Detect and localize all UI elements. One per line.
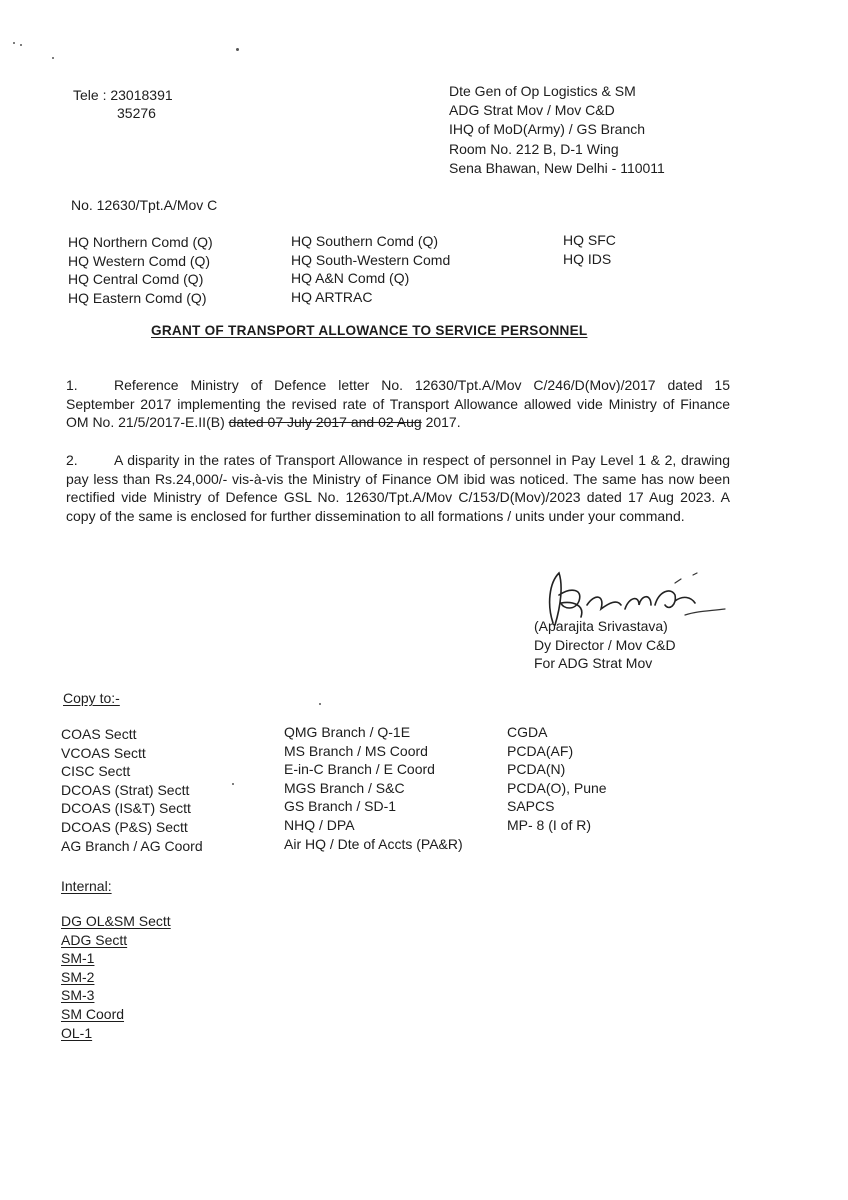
copy-recipient: NHQ / DPA: [284, 816, 355, 833]
copy-to-col-1: [61, 725, 203, 855]
signatory-for-line: For ADG Strat Mov: [534, 655, 653, 672]
paragraph-2: [66, 451, 730, 525]
signatory-designation: Dy Director / Mov C&D: [534, 636, 676, 653]
internal-recipient: SM Coord: [61, 1005, 125, 1022]
addressee: HQ Southern Comd (Q): [291, 233, 439, 249]
internal-recipient: SM-1: [61, 950, 95, 967]
copy-recipient: GS Branch / SD-1: [284, 798, 397, 815]
copy-recipient: MS Branch / MS Coord: [284, 742, 428, 759]
copy-recipient: MGS Branch / S&C: [284, 779, 405, 796]
address-line: Dte Gen of Op Logistics & SM: [449, 83, 636, 99]
scan-speck: [20, 44, 22, 46]
address-line: Room No. 212 B, D-1 Wing: [449, 140, 619, 157]
struck-text: dated 07 July 2017 and 02 Aug: [228, 414, 422, 431]
copy-recipient: SAPCS: [507, 798, 555, 815]
copy-recipient: COAS Sectt: [61, 726, 137, 742]
addressee: HQ Western Comd (Q): [68, 252, 211, 269]
addressee: HQ Central Comd (Q): [68, 271, 204, 288]
addressees-col-3: [563, 231, 616, 268]
internal-recipient: OL-1: [61, 1024, 93, 1041]
copy-to-col-3: [507, 723, 607, 835]
internal-list: [61, 912, 171, 1042]
addressee: HQ SFC: [563, 232, 616, 248]
signatory-name: (Aparajita Srivastava): [534, 618, 668, 634]
addressee: HQ Eastern Comd (Q): [68, 289, 207, 306]
paragraph-number: 1.: [66, 377, 78, 393]
copy-recipient: CISC Sectt: [61, 763, 131, 780]
addressees-col-2: [291, 232, 450, 306]
address-line: IHQ of MoD(Army) / GS Branch: [449, 121, 646, 138]
signature-block: [534, 617, 676, 673]
copy-recipient: Air HQ / Dte of Accts (PA&R): [284, 835, 463, 852]
addressee: HQ ARTRAC: [291, 288, 373, 305]
internal-recipient: SM-3: [61, 987, 95, 1004]
reference-number: No. 12630/Tpt.A/Mov C: [71, 197, 218, 213]
scan-speck: [232, 783, 234, 785]
copy-recipient: AG Branch / AG Coord: [61, 837, 203, 854]
addressees-col-1: [68, 233, 213, 307]
copy-to-heading: Copy to:-: [63, 690, 120, 706]
telephone-extension: 35276: [117, 105, 156, 121]
internal-recipient: SM-2: [61, 968, 95, 985]
sender-address: [449, 82, 665, 178]
telephone-number: Tele : 23018391: [73, 87, 173, 103]
paragraph-text: Reference Ministry of Defence letter No. 12630/Tpt.A/Mov C/246/D(Mov)/2017 dated 15 September 2017 implementing the revised rate of Transport Allowance allowed vide Ministry of Finance OM No. 21/5/2017-E.II(B): [66, 377, 730, 431]
copy-recipient: CGDA: [507, 724, 548, 740]
paragraph-text: A disparity in the rates of Transport Allowance in respect of personnel in Pay Level 1 & 2, drawing pay less than Rs.24,000/- vis-à-vis the Ministry of Finance OM ibid was noticed. The same has now been rectified vide Ministry of Defence GSL No. 12630/Tpt.A/Mov C/153/D(Mov)/2023 dated 17 Aug 2023. A copy of the same is enclosed for further dissemination to all formations / units under your command.: [66, 452, 730, 524]
addressee: HQ A&N Comd (Q): [291, 270, 410, 287]
copy-recipient: MP- 8 (I of R): [507, 816, 592, 833]
internal-heading: Internal:: [61, 878, 112, 894]
copy-recipient: DCOAS (P&S) Sectt: [61, 818, 188, 835]
scan-speck: [319, 703, 321, 705]
scan-speck: [13, 42, 15, 44]
copy-recipient: DCOAS (Strat) Sectt: [61, 781, 190, 798]
copy-to-col-2: [284, 723, 463, 853]
addressee: HQ South-Western Comd: [291, 251, 451, 268]
copy-recipient: PCDA(AF): [507, 742, 574, 759]
address-line: Sena Bhawan, New Delhi - 110011: [449, 159, 665, 176]
copy-recipient: PCDA(O), Pune: [507, 779, 607, 796]
addressee: HQ Northern Comd (Q): [68, 234, 213, 250]
paragraph-text-end: 2017.: [421, 414, 461, 431]
internal-recipient: DG OL&SM Sectt: [61, 913, 171, 929]
paragraph-1: [66, 376, 730, 432]
subject-title: GRANT OF TRANSPORT ALLOWANCE TO SERVICE PERSONNEL: [151, 323, 588, 338]
copy-recipient: DCOAS (IS&T) Sectt: [61, 800, 191, 817]
internal-recipient: ADG Sectt: [61, 931, 128, 948]
addressee: HQ IDS: [563, 250, 612, 267]
scan-speck: [52, 57, 54, 59]
copy-recipient: VCOAS Sectt: [61, 744, 146, 761]
copy-recipient: PCDA(N): [507, 761, 566, 778]
paragraph-number: 2.: [66, 452, 78, 468]
address-line: ADG Strat Mov / Mov C&D: [449, 102, 615, 119]
copy-recipient: E-in-C Branch / E Coord: [284, 761, 435, 778]
scan-speck: [236, 48, 239, 51]
copy-recipient: QMG Branch / Q-1E: [284, 724, 411, 740]
